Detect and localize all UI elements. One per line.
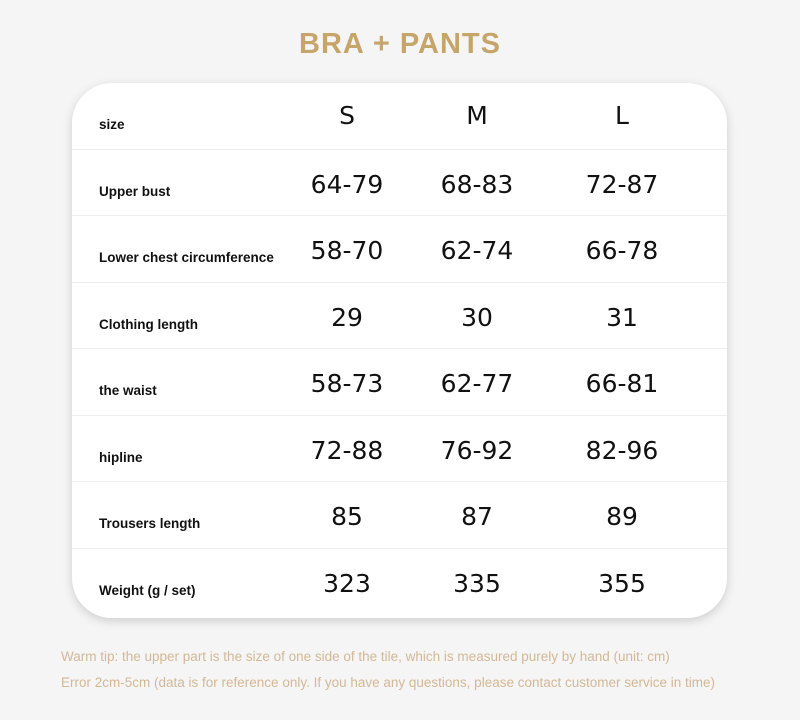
row-label: the waist — [99, 383, 157, 398]
value-l: 89 — [606, 502, 638, 531]
row-label: Weight (g / set) — [99, 582, 196, 598]
value-m: 335 — [453, 568, 501, 598]
value-s: 85 — [331, 502, 363, 531]
value-m: 87 — [461, 502, 493, 531]
row-label: Lower chest circumference — [99, 250, 274, 265]
page-title: BRA + PANTS — [299, 28, 501, 60]
table-row-lower-chest — [72, 216, 727, 283]
table-row-waist — [72, 349, 727, 416]
value-l: 72-87 — [585, 169, 659, 199]
size-header-row — [72, 83, 727, 150]
table-row-weight — [72, 549, 727, 616]
table-row-hipline — [72, 416, 727, 483]
value-l: 31 — [606, 302, 638, 332]
row-label: Upper bust — [99, 183, 171, 199]
value-s: 58-73 — [310, 369, 384, 398]
value-m: 76-92 — [440, 435, 514, 465]
size-m-header: M — [466, 101, 488, 130]
table-row-trousers-length — [72, 482, 727, 549]
warm-tip-text: Warm tip: the upper part is the size of one side of the tile, which is measured purely by hand (unit: cm) — [61, 649, 670, 664]
row-label: Clothing length — [99, 316, 198, 332]
value-s: 64-79 — [310, 169, 384, 199]
row-label: hipline — [99, 449, 143, 465]
value-l: 66-81 — [585, 369, 659, 398]
table-row-clothing-length — [72, 283, 727, 350]
value-m: 68-83 — [440, 169, 514, 199]
value-l: 66-78 — [585, 236, 659, 265]
value-l: 355 — [598, 568, 646, 598]
size-s-header: S — [339, 101, 355, 130]
value-s: 323 — [323, 568, 371, 598]
value-m: 62-74 — [440, 236, 514, 265]
error-tip-text: Error 2cm-5cm (data is for reference only. If you have any questions, please contact customer service in time) — [61, 675, 716, 690]
size-l-header: L — [615, 101, 629, 130]
value-m: 62-77 — [440, 369, 514, 398]
value-m: 30 — [461, 302, 493, 332]
value-l: 82-96 — [585, 435, 659, 465]
size-header-label: size — [99, 117, 125, 132]
value-s: 29 — [331, 302, 363, 332]
value-s: 72-88 — [310, 435, 384, 465]
value-s: 58-70 — [310, 236, 384, 265]
table-row-upper-bust — [72, 150, 727, 217]
size-chart-card — [72, 83, 727, 618]
row-label: Trousers length — [99, 516, 201, 531]
